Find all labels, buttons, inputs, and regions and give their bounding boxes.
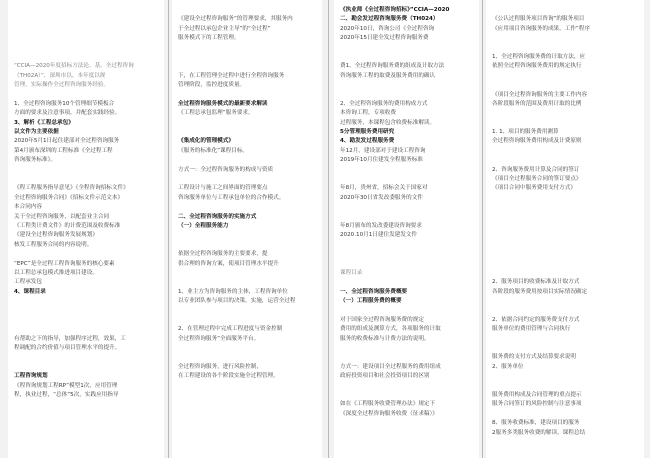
section-heading: 一、全过程咨询服务费概要 <box>340 288 408 295</box>
text-line: 服务费用构成及合同管理的重点提示 <box>492 392 582 399</box>
document-page-1 <box>8 0 164 458</box>
section-heading: 全过程咨询服务模式的最新要求解读 <box>178 100 268 107</box>
text-line <box>178 175 316 184</box>
text-line: 全过程咨询服务合同》《招标文件示范文本》 <box>14 194 124 201</box>
text-line: 1. 1、项目的服务费用测算 <box>492 129 559 136</box>
page-divider <box>168 0 169 458</box>
section-heading: 5分管理服务费用研究 <box>340 129 395 136</box>
text-line: 全过程咨询服务”全面服务平台。 <box>178 335 260 342</box>
text-line <box>492 44 638 53</box>
text-line: 过程服务，本课程包含收费标准解读。 <box>340 119 436 126</box>
text-line <box>340 278 473 287</box>
text-line: 《服务的标准化”课程目标。 <box>178 147 249 154</box>
text-line: 2020年10日，咨询公司《全过程咨询 <box>340 25 435 32</box>
text-line <box>340 213 473 222</box>
section-heading: （一）全程服务能力 <box>178 222 229 229</box>
text-line <box>492 147 638 156</box>
text-line: 工程承发包 <box>14 279 42 286</box>
text-line: 管理，实际操作全过程咨询服务经验。 <box>14 82 110 89</box>
page-4-text <box>492 6 638 438</box>
text-line <box>492 156 638 165</box>
text-line: 2019年10月住建发全程服务标准 <box>340 157 423 164</box>
text-line: 1、全过程咨询服务费的计取方法，应 <box>492 53 586 60</box>
text-line <box>492 297 638 306</box>
text-line: “CCIA—2020年度招标方法论、基、全过程咨询 <box>14 63 134 70</box>
text-line: 在工程建设的各个阶段实施全过程管理。 <box>178 373 279 380</box>
section-heading: 二、勘会发过程咨询服务费（TH024） <box>340 16 439 23</box>
text-line: 1、业主方为咨询服务的主体，工程咨询单位 <box>178 288 288 295</box>
text-line <box>14 353 158 362</box>
text-line <box>492 382 638 391</box>
text-line <box>340 81 473 90</box>
text-line: 各阶段的服务费用按项目实际情况确定 <box>492 288 588 295</box>
text-line: 《应用项目咨询服务的成果，工作”程序 <box>492 25 590 32</box>
text-line: 有帮助之下的指导，加强程序过程，效果，工 <box>14 335 126 342</box>
text-line <box>14 53 158 62</box>
text-line: 《程工程服务指导意见》《全程咨询招标文件》 <box>14 185 129 192</box>
page-divider <box>328 0 329 458</box>
text-line: 《工程类计费文件》的计费范围及收费标准 <box>14 222 121 229</box>
text-line <box>178 119 316 128</box>
text-line <box>492 269 638 278</box>
text-line: 费用的组成及测算方式，各项服务的计取 <box>340 326 441 333</box>
text-line: 本咨询工程，专项收费 <box>340 110 396 117</box>
section-heading: 工程咨询规划 <box>14 373 48 380</box>
section-heading: 《执业师《全过程咨询招标》”CCIA—2020 <box>340 7 450 13</box>
text-line <box>14 25 158 34</box>
text-line: 关于全过程咨询服务，以配套业主合同 <box>14 213 110 220</box>
text-line <box>492 203 638 212</box>
text-line <box>14 175 158 184</box>
text-line: 服务单位的费用管理与合同执行 <box>492 326 571 333</box>
text-line: 《项目全过程咨询服务的主要工作内容 <box>492 91 588 98</box>
section-heading: 3、解析《工程总承包》 <box>14 119 74 126</box>
document-page-3 <box>334 0 479 458</box>
text-line: 各阶段服务的范围及费用计取的比例 <box>492 100 582 107</box>
text-line <box>14 166 158 175</box>
text-line <box>178 128 316 137</box>
text-line <box>492 410 638 419</box>
text-line: 年8月，贵州省，招标会关于国家对 <box>340 185 428 192</box>
text-line <box>178 316 316 325</box>
section-heading: 以文件为主要依据 <box>14 129 59 136</box>
text-line <box>14 34 158 43</box>
text-line: “EPC”是全过程工程咨询服务的核心要素 <box>14 260 115 267</box>
page-divider <box>482 0 483 458</box>
text-line <box>14 250 158 259</box>
section-heading: 《集成化的管理模式》 <box>178 138 234 145</box>
text-line: 2、咨询服务费用计算及合同的签订 <box>492 166 580 173</box>
text-line: 《建设全过程咨询服务”的管理要求，其服务内 <box>178 16 293 23</box>
text-line: 1、全过程咨询服务10个管理细节模板合 <box>14 100 115 107</box>
text-line: 以工程总承包模式推进项目建设。 <box>14 269 98 276</box>
text-line: 费1、全过程咨询服务费的组成及计取方法 <box>340 63 445 70</box>
text-line <box>340 307 473 316</box>
text-line <box>340 91 473 100</box>
text-line <box>492 335 638 344</box>
text-line <box>178 278 316 287</box>
text-line: 《工程总承包监理”服务要求。 <box>178 110 254 117</box>
text-line <box>178 156 316 165</box>
text-line: 年12月，建设部对于建设工程咨询 <box>340 147 426 154</box>
text-line: 2、在管理过程中完成工程进度与资金控制 <box>178 326 283 333</box>
text-line <box>340 382 473 391</box>
text-line <box>340 260 473 269</box>
text-line <box>178 307 316 316</box>
text-line: 咨询服务工程的取费及服务费用的确认 <box>340 72 436 79</box>
document-page-4 <box>486 0 644 458</box>
text-line: 服务的收费标准与计费方法的说明。 <box>340 335 430 342</box>
text-line <box>492 81 638 90</box>
text-line <box>340 241 473 250</box>
text-line: 2、服务单位 <box>492 363 524 370</box>
section-heading: 二、全过程咨询服务的实施方式 <box>178 213 257 220</box>
text-line: 咨询服务单位与工程承包单位的合作模式。 <box>178 194 285 201</box>
text-line: 方式一：全过程咨询服务的构成与资质 <box>178 166 274 173</box>
text-line <box>492 344 638 353</box>
text-line: 课程目录 <box>340 269 363 276</box>
text-line <box>340 175 473 184</box>
text-line: 2020年15日建全发过程咨询服务费 <box>340 35 429 42</box>
text-line: 年8月颁布的发改委建设咨询要求 <box>340 222 422 229</box>
text-line <box>340 250 473 259</box>
text-line: 2、全过程咨询服务的费用构成方式 <box>340 100 428 107</box>
text-line: 方面的要求及注意事项，并配套实践经验。 <box>14 110 121 117</box>
text-line: 本合同内容 <box>14 204 42 211</box>
text-line <box>14 316 158 325</box>
section-heading: （一）工程服务费的概要 <box>340 298 402 305</box>
page-3-text <box>340 6 473 419</box>
text-line <box>492 194 638 203</box>
text-line <box>178 269 316 278</box>
text-line <box>492 231 638 240</box>
text-line: 《公认过程服务项目咨询”的服务项目 <box>492 16 585 23</box>
text-line <box>492 307 638 316</box>
page-2-text <box>178 6 316 400</box>
text-line: 核发工程服务合同的内容说明。 <box>14 241 93 248</box>
text-line: 服务模式下的工程管理。 <box>178 35 240 42</box>
text-line: 程，执业过程，“总体”5次，实践应用指导 <box>14 392 119 399</box>
text-line <box>14 91 158 100</box>
text-line <box>14 15 158 24</box>
text-line <box>14 307 158 316</box>
text-line <box>340 391 473 400</box>
text-line: 全过程咨询服务费用构成及计费原则 <box>492 138 582 145</box>
text-line: 工程设计与施工之间界面的管理要点 <box>178 185 268 192</box>
text-line: 程调配的合约价值与项目管理水平的提升。 <box>14 345 121 352</box>
text-line <box>340 353 473 362</box>
text-line <box>178 382 316 391</box>
section-heading: 4、勘发发过程服务费 <box>340 138 395 145</box>
text-line <box>14 325 158 334</box>
section-heading: 4、课程目录 <box>14 288 46 295</box>
text-line: 2、服务项目的收费标准及计取方式 <box>492 279 580 286</box>
text-line: 2020年5月1日起住建部对全过程咨询服务 <box>14 138 120 145</box>
document-page-2 <box>172 0 322 458</box>
text-line <box>178 53 316 62</box>
text-line: 供合理的咨询方案，使项目管理水平提升 <box>178 260 279 267</box>
text-line <box>492 72 638 81</box>
text-line: 以专业团队参与项目的决策，实施，运营全过程 <box>178 298 296 305</box>
text-line <box>340 53 473 62</box>
text-line: 服务费的支付方式及结算要求说明 <box>492 354 576 361</box>
text-line: 全过程咨询服务，进行风险控制， <box>178 363 262 370</box>
text-line <box>492 109 638 118</box>
text-line: 8、服务收费标准，建设项目的服务 <box>492 420 580 427</box>
text-line <box>14 6 158 15</box>
text-line <box>178 62 316 71</box>
text-line: 如在《工程服务收费管理办法》规定下 <box>340 401 436 408</box>
text-line <box>14 297 158 306</box>
text-line: 政府投资项目和社会投资项目的区别 <box>340 373 430 380</box>
text-line <box>178 391 316 400</box>
text-line <box>340 44 473 53</box>
text-line <box>492 241 638 250</box>
text-line <box>14 363 158 372</box>
text-line: 《深度全过程咨询服务收费（征求稿）》 <box>340 410 438 417</box>
text-line <box>340 166 473 175</box>
text-line <box>492 372 638 381</box>
text-line <box>492 260 638 269</box>
text-line: 《建设全过程咨询服务发展规划》 <box>14 232 98 239</box>
text-line <box>178 241 316 250</box>
text-line: 依据全过程咨询服务的主要要求，提 <box>178 251 268 258</box>
text-line <box>178 44 316 53</box>
text-line: 第4月颁布深圳的工程标准《全过程工程 <box>14 147 113 154</box>
text-line: 对于国家全过程咨询服务费的规定 <box>340 316 424 323</box>
text-line: 管理阶段，监控进度质量。 <box>178 82 246 89</box>
text-line <box>340 344 473 353</box>
text-line <box>492 6 638 15</box>
text-line <box>178 231 316 240</box>
text-line: 2、依据合同约定的服务费支付方式 <box>492 316 580 323</box>
text-line: 依照全过程咨询服务费用的规定执行 <box>492 63 582 70</box>
text-line <box>178 344 316 353</box>
page-1-text <box>14 6 158 400</box>
text-line <box>178 353 316 362</box>
text-line <box>178 203 316 212</box>
text-line <box>178 91 316 100</box>
text-line <box>492 34 638 43</box>
text-line <box>492 250 638 259</box>
text-line: 服务合同签订的风险控制与注意事项 <box>492 401 582 408</box>
text-line: 于全过程以承包企业主导”的“全过程” <box>178 25 271 32</box>
text-line: 2服务多类服务收费的解读，课程总结 <box>492 429 586 436</box>
text-line <box>492 213 638 222</box>
text-line: 《程咨询规划工程RP”模型1次，应用管理 <box>14 382 118 389</box>
text-line <box>492 119 638 128</box>
text-line <box>178 6 316 15</box>
text-line: 2020年30日省发改委服务的文件 <box>340 194 423 201</box>
text-line: 咨询服务标准》。 <box>14 157 56 164</box>
text-line: 方式一：建设项目全过程服务的费用组成 <box>340 363 441 370</box>
text-line <box>340 203 473 212</box>
text-line: 《项目全过程服务合同的签订要点》 <box>492 176 582 183</box>
text-line <box>14 44 158 53</box>
text-line: （TH02A）”，深圳市以、本年度以规 <box>14 72 106 79</box>
text-line <box>492 222 638 231</box>
text-line: 2020.10月1日建住发建发文件 <box>340 232 418 239</box>
text-line: 《项目合同中服务费用支付方式》 <box>492 185 576 192</box>
text-line: 下，在工程管理全过程中进行全程咨询服务 <box>178 72 285 79</box>
